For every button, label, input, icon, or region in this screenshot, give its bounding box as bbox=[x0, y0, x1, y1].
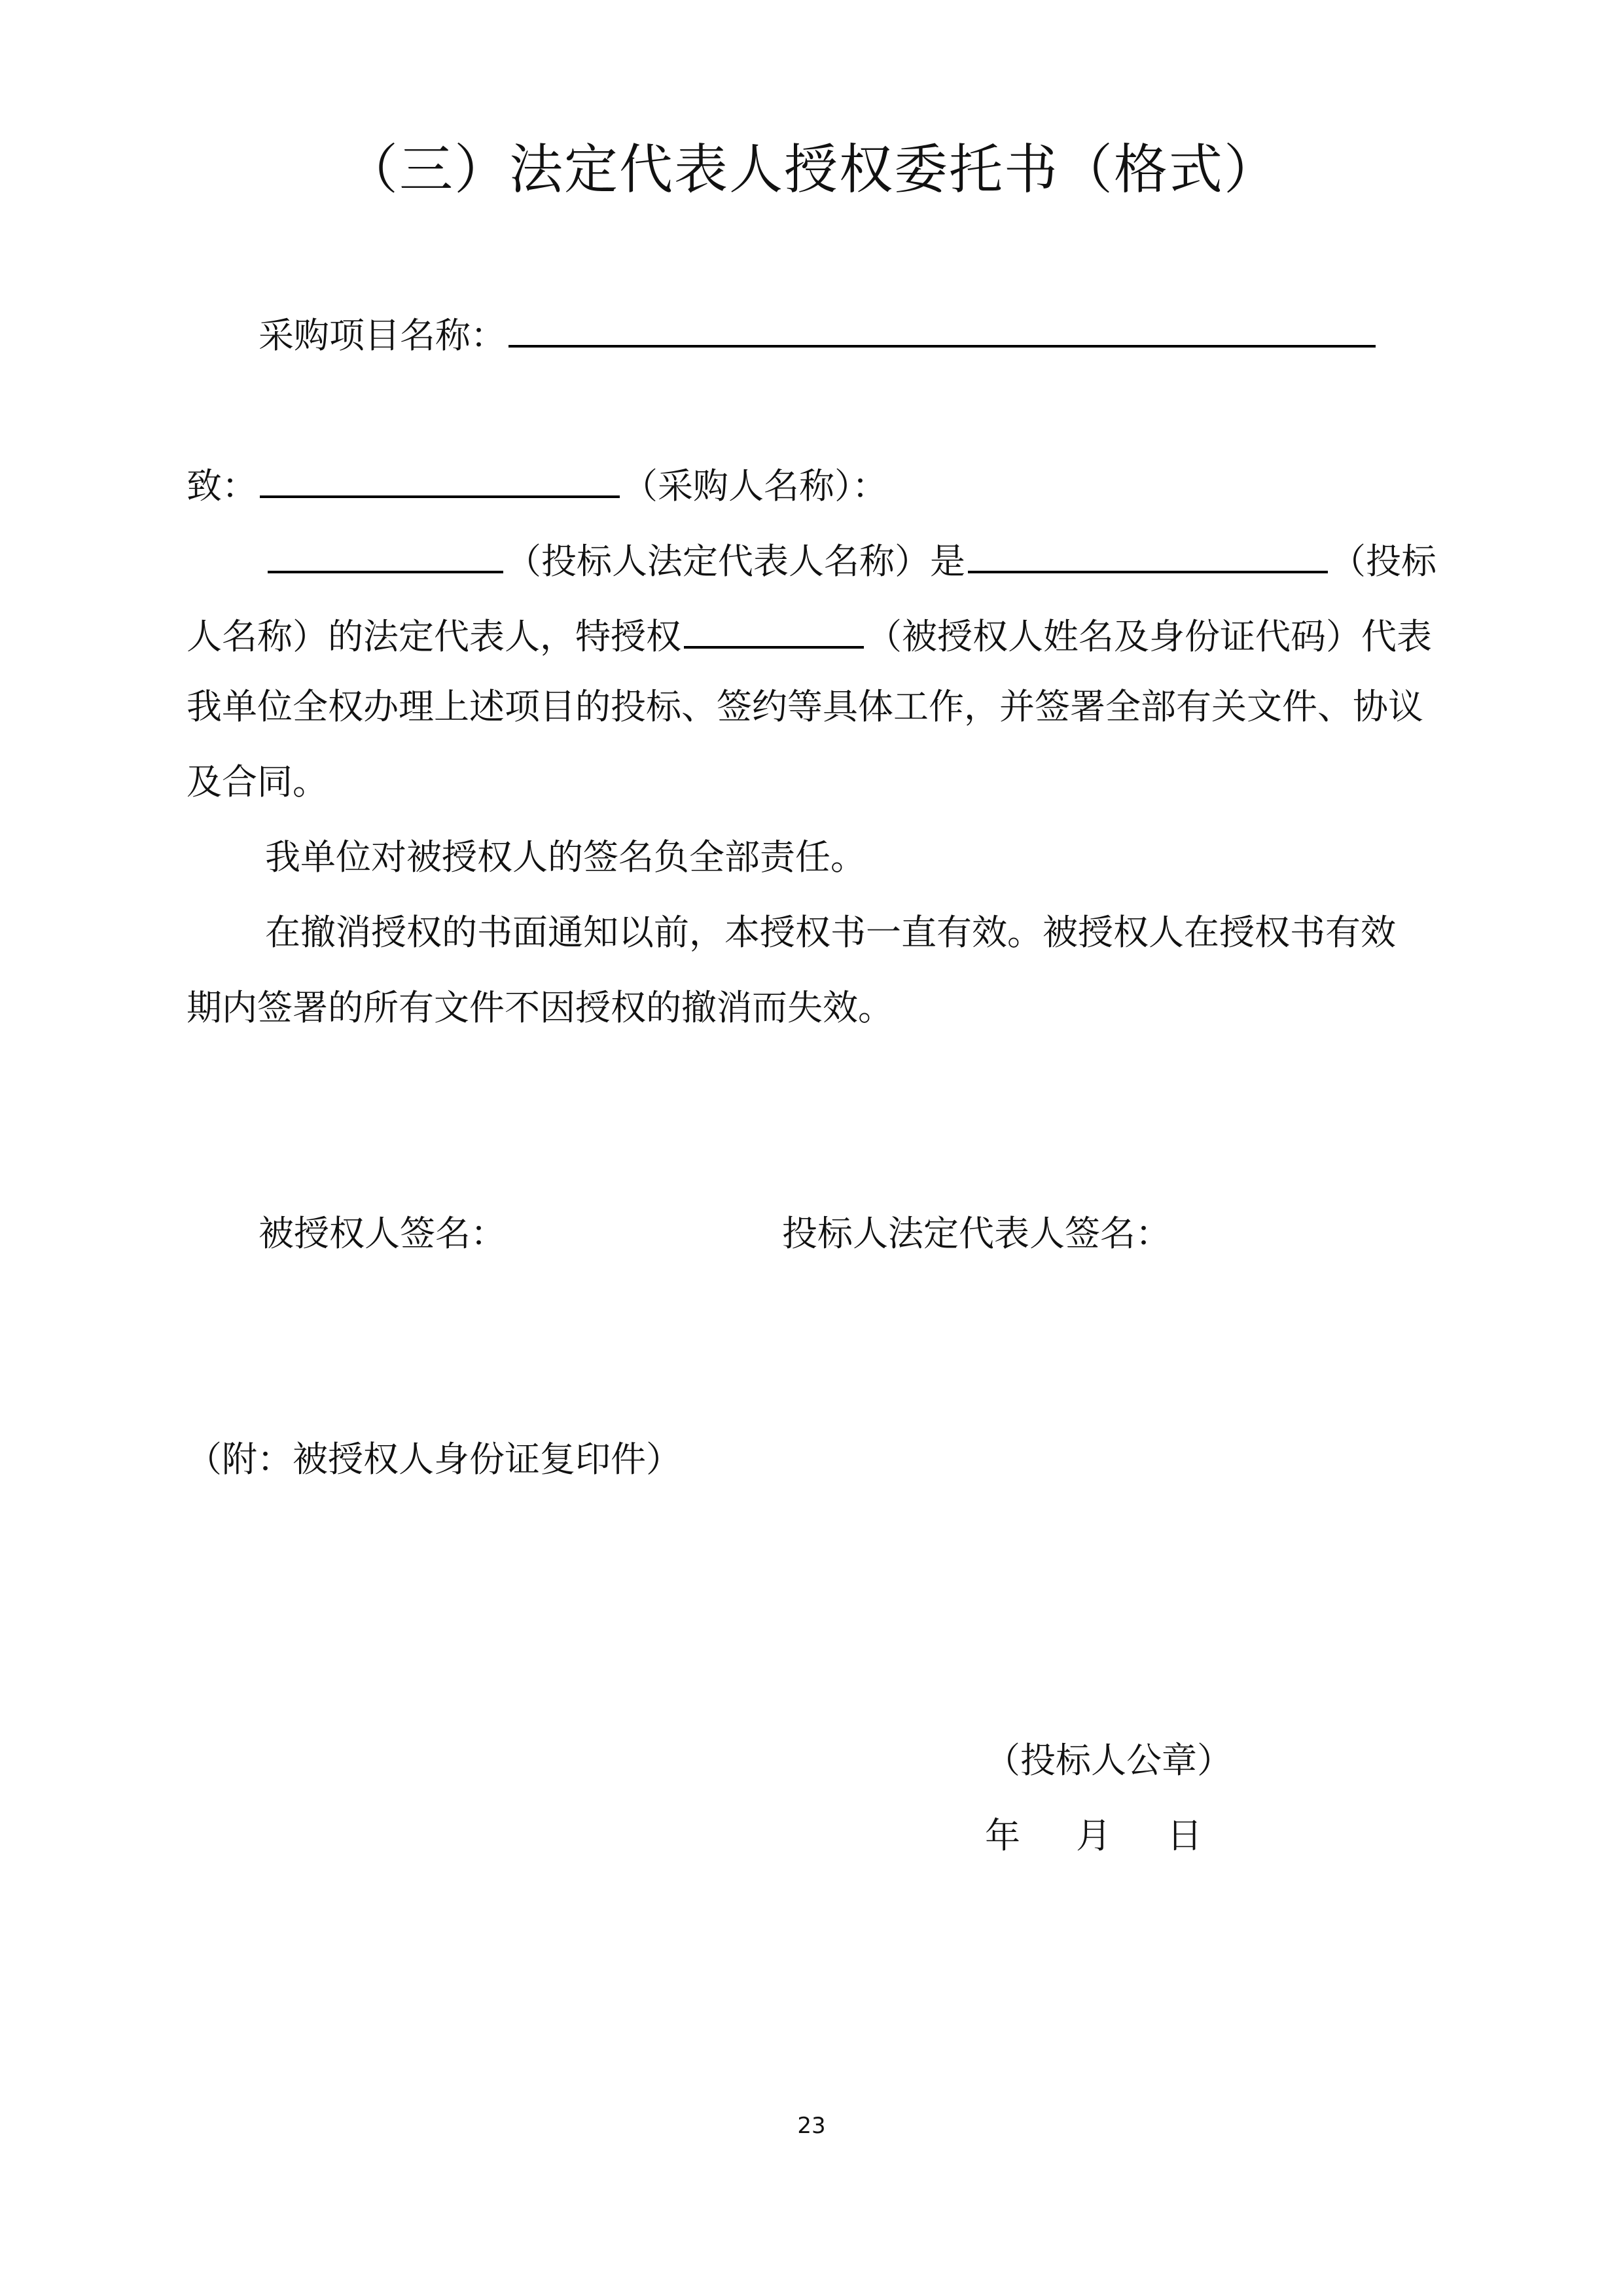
document-title: （三）法定代表人授权委托书（格式） bbox=[344, 139, 1279, 201]
project-name-row bbox=[259, 304, 1378, 362]
bidder-name-blank[interactable] bbox=[968, 530, 1328, 573]
purchaser-name-blank[interactable] bbox=[260, 455, 620, 498]
para1-text-4: （被授权人姓名及身份证代码）代表 bbox=[866, 616, 1432, 657]
para1-text-3: 人名称）的法定代表人，特授权 bbox=[187, 616, 681, 657]
legal-rep-signature-label: 投标人法定代表人签名： bbox=[782, 1213, 1171, 1254]
para1-text-2: （投标 bbox=[1330, 541, 1436, 582]
date-day: 日 bbox=[1167, 1815, 1202, 1856]
recipient-row bbox=[187, 455, 887, 512]
page-number: 23 bbox=[797, 2113, 826, 2139]
para1-line1 bbox=[265, 530, 1436, 588]
para1-line3: 我单位全权办理上述项目的投标、签约等具体工作，并签署全部有关文件、协议 bbox=[187, 686, 1423, 727]
para1-text-1: （投标人法定代表人名称）是 bbox=[506, 541, 965, 582]
project-name-blank[interactable] bbox=[508, 304, 1376, 348]
para1-line4: 及合同。 bbox=[187, 761, 328, 802]
para3-line1: 在撤消授权的书面通知以前，本授权书一直有效。被授权人在授权书有效 bbox=[265, 912, 1396, 953]
date-month: 月 bbox=[1076, 1815, 1111, 1856]
date-year: 年 bbox=[985, 1815, 1020, 1856]
attachment-note: （附：被授权人身份证复印件） bbox=[187, 1439, 681, 1480]
para1-line2 bbox=[187, 605, 1432, 663]
project-name-label: 采购项目名称： bbox=[259, 315, 506, 356]
date-row bbox=[985, 1810, 1202, 1862]
to-suffix: （采购人名称）： bbox=[622, 465, 887, 507]
authorized-signature-label: 被授权人签名： bbox=[259, 1213, 506, 1254]
para2: 我单位对被授权人的签名负全部责任。 bbox=[265, 836, 866, 878]
para3-line2: 期内签署的所有文件不因授权的撤消而失效。 bbox=[187, 987, 893, 1028]
legal-rep-name-blank[interactable] bbox=[268, 530, 503, 573]
seal-label: （投标人公章） bbox=[985, 1740, 1232, 1781]
to-label: 致： bbox=[187, 465, 257, 507]
authorized-person-blank[interactable] bbox=[684, 605, 864, 649]
